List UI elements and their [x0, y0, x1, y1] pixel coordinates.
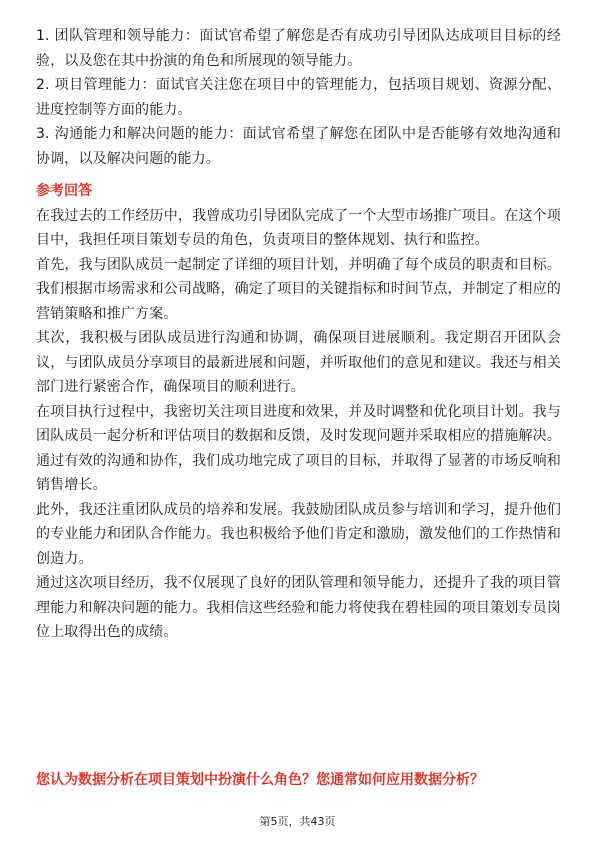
answer-paragraph-4: 在项目执行过程中，我密切关注项目进度和效果，并及时调整和优化项目计划。我与团队成员一起分析和评估项目的数据和反馈，及时发现问题并采取相应的措施解决。通过有效的沟通和协作，我们成功地完成了项目的目标，并取得了显著的市场反响和销售增长。 [36, 403, 561, 493]
answer-heading: 参考回答 [36, 183, 92, 199]
page-content [36, 24, 561, 645]
answer-paragraph-2: 首先，我与团队成员一起制定了详细的项目计划，并明确了每个成员的职责和目标。我们根据市场需求和公司战略，确定了项目的关键指标和时间节点，并制定了相应的营销策略和推广方案。 [36, 256, 561, 322]
answer-paragraph-6: 通过这次项目经历，我不仅展现了良好的团队管理和领导能力，还提升了我的项目管理能力和解决问题的能力。我相信这些经验和能力将使我在碧桂园的项目策划专员岗位上取得出色的成绩。 [36, 575, 561, 640]
intro-point-1: 1. 团队管理和领导能力：面试官希望了解您是否有成功引导团队达成项目目标的经验，以及您在其中扮演的角色和所展现的领导能力。 [36, 28, 561, 69]
intro-point-3: 3. 沟通能力和解决问题的能力：面试官希望了解您在团队中是否能够有效地沟通和协调，以及解决问题的能力。 [36, 126, 561, 167]
next-question-heading: 您认为数据分析在项目策划中扮演什么角色？您通常如何应用数据分析？ [36, 772, 484, 788]
page-footer: 第5页，共43页 [259, 815, 336, 828]
answer-paragraph-1: 在我过去的工作经历中，我曾成功引导团队完成了一个大型市场推广项目。在这个项目中，我担任项目策划专员的角色，负责项目的整体规划、执行和监控。 [36, 207, 561, 248]
answer-paragraph-3: 其次，我积极与团队成员进行沟通和协调，确保项目进展顺利。我定期召开团队会议，与团队成员分享项目的最新进展和问题，并听取他们的意见和建议。我还与相关部门进行紧密合作，确保项目的顺利进行。 [36, 330, 561, 395]
intro-point-2: 2. 项目管理能力：面试官关注您在项目中的管理能力，包括项目规划、资源分配、进度控制等方面的能力。 [36, 77, 561, 118]
answer-paragraph-5: 此外，我还注重团队成员的培养和发展。我鼓励团队成员参与培训和学习，提升他们的专业能力和团队合作能力。我也积极给予他们肯定和激励，激发他们的工作热情和创造力。 [36, 501, 561, 567]
